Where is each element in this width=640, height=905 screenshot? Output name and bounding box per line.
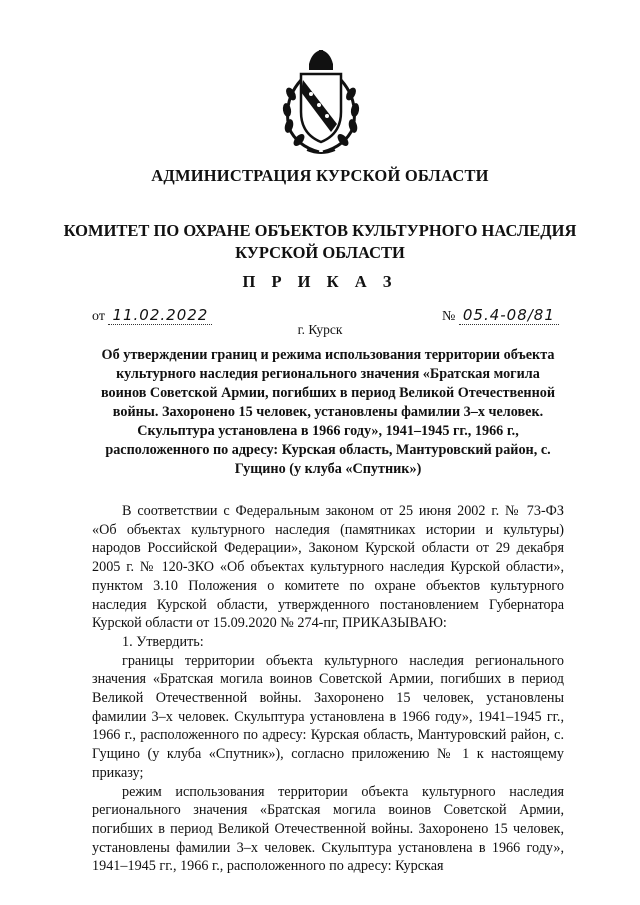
body-paragraph-item-1: 1. Утвердить: [122,633,204,650]
number-prefix: № [442,309,456,324]
committee-name-line-2: КУРСКОЙ ОБЛАСТИ [235,243,405,262]
committee-name [60,220,580,264]
body-paragraph-boundaries: границы территории объекта культурного наследия регионального значения «Братская могила воинов Советской Армии, погибших в период Великой Отечественной войны. Захоронено 15 человек, установлены фамилии 3–х человек. Скульптура установлена в 1966 году», 1941–1945 гг., 1966 г., расположенного по адресу: Курская область, Мантуровский район, с. Гущино (у клуба «Спутник»), согласно приложению № 1 к настоящему приказу; [92,652,564,781]
body-paragraph-regime: режим использования территории объекта культурного наследия регионального значения «Братская могила воинов Советской Армии, погибших в период Великой Отечественной войны. Захоронено 15 человек, установлены фамилии 3–х человек. Скульптура установлена в 1966 году», 1941–1945 гг., 1966 г., расположенного по адресу: Курская [92,783,564,875]
body-paragraph-preamble: В соответствии с Федеральным законом от 25 июня 2002 г. № 73-ФЗ «Об объектах культурного наследия (памятниках истории и культуры) народов Российской Федерации», Законом Курской области от 29 декабря 2005 г. № 120-ЗКО «Об объектах культурного наследия Курской области», пунктом 3.10 Положения о комитете по охране объектов культурного наследия Курской области, утвержденного постановлением Губернатора Курской области от 15.09.2020 № 274-пг, ПРИКАЗЫВАЮ: [92,503,564,632]
document-body [92,502,564,876]
document-type: П Р И К А З [242,272,398,291]
date-prefix: от [92,309,105,324]
city: г. Курск [297,322,343,337]
order-subject: Об утверждении границ и режима использования территории объекта культурного наследия регионального значения «Братская могила воинов Советской Армии, погибших в период Великой Отечественной войны. Захоронено 15 человек, установлены фамилии 3–х человек. Скульптура установлена в 1966 году», 1941–1945 гг., 1966 г., расположенного по адресу: Курская область, Мантуровский район, с. Гущино (у клуба «Спутник») [100,347,556,477]
date-value: 11.02.2022 [108,306,212,325]
number-value: 05.4-08/81 [459,306,559,325]
organization-name: АДМИНИСТРАЦИЯ КУРСКОЙ ОБЛАСТИ [151,166,489,185]
coat-of-arms-emblem [279,50,363,156]
committee-name-line-1: КОМИТЕТ ПО ОХРАНЕ ОБЪЕКТОВ КУЛЬТУРНОГО НАСЛЕДИЯ [63,221,577,240]
